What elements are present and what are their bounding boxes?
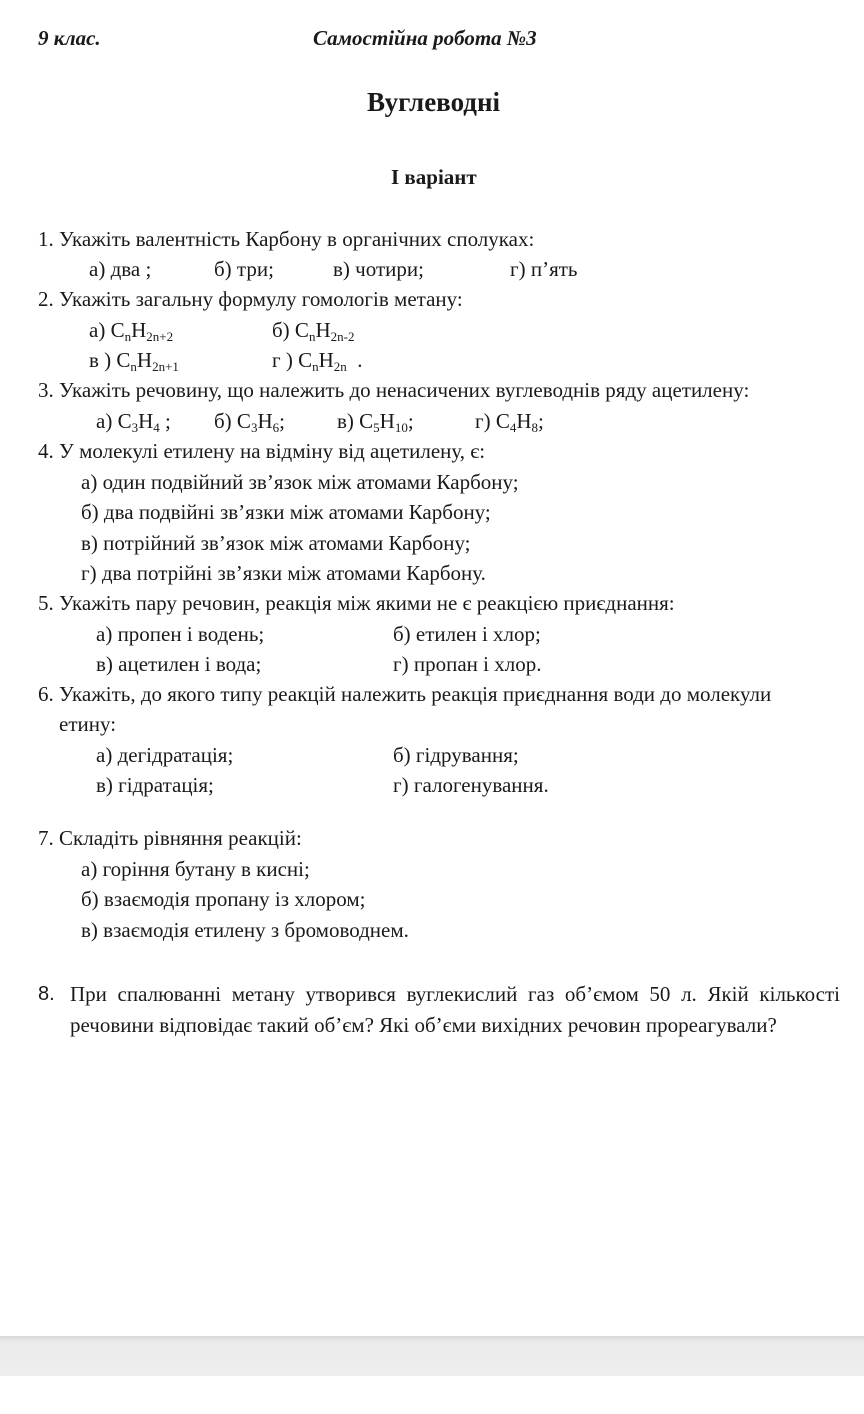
q6-option-b: б) гідрування; xyxy=(393,743,519,767)
q2-option-d: г ) $C_nH_{2n}$ . xyxy=(272,348,363,374)
q6-option-c: в) гідратація; xyxy=(96,773,214,797)
q3-option-d: г) $C_4H_8$; xyxy=(475,409,544,435)
q5-option-a: а) пропен і водень; xyxy=(96,622,265,646)
q5-option-c: в) ацетилен і вода; xyxy=(96,652,262,676)
question-5: 5. Укажіть пару речовин, реакція між якими не є реакцією приєднання: xyxy=(38,591,675,615)
question-6-continued: етину: xyxy=(59,712,117,736)
q2-option-c: в ) $C_nH_{2n+1}$ xyxy=(89,348,179,374)
question-8: При спалюванні метану утворився вуглекислий газ об’ємом 50 л. Якій кількості речовини відповідає такий об’єм? Які об’єми вихідних речовин прореагували? xyxy=(70,982,840,1037)
q5-option-d: г) пропан і хлор. xyxy=(393,652,542,676)
q1-option-a: а) два ; xyxy=(89,257,152,281)
q4-option-b: б) два подвійні зв’язки між атомами Карбону; xyxy=(81,500,491,524)
variant-label: І варіант xyxy=(391,165,477,189)
q4-option-d: г) два потрійні зв’язки між атомами Карбону. xyxy=(81,561,486,585)
next-page-edge xyxy=(0,1376,864,1414)
q4-option-a: а) один подвійний зв’язок між атомами Карбону; xyxy=(81,470,519,494)
q3-option-c: в) $C_5H_{10}$; xyxy=(337,409,414,435)
q7-option-a: а) горіння бутану в кисні; xyxy=(81,857,310,881)
q4-option-c: в) потрійний зв’язок між атомами Карбону; xyxy=(81,531,471,555)
q6-option-d: г) галогенування. xyxy=(393,773,549,797)
q7-option-b: б) взаємодія пропану із хлором; xyxy=(81,887,366,911)
page-title: Вуглеводні xyxy=(367,87,501,117)
question-4: 4. У молекулі етилену на відміну від ацетилену, є: xyxy=(38,439,486,463)
question-6: 6. Укажіть, до якого типу реакцій належить реакція приєднання води до молекули xyxy=(38,682,772,706)
q6-option-a: а) дегідратація; xyxy=(96,743,234,767)
q3-option-b: б) $C_3H_6$; xyxy=(214,409,285,435)
page-gap xyxy=(0,1336,864,1376)
q3-option-a: а) $C_3H_4$ ; xyxy=(96,409,171,435)
question-8-number: 8. xyxy=(38,983,55,1005)
q2-option-b: б) $C_nH_{2n-2}$ xyxy=(272,318,355,344)
grade-label: 9 клас. xyxy=(38,26,101,50)
q2-option-a: а) $C_nH_{2n+2}$ xyxy=(89,318,174,344)
q1-option-d: г) п’ять xyxy=(510,257,578,281)
work-title: Самостійна робота №3 xyxy=(313,26,537,50)
question-7: 7. Складіть рівняння реакцій: xyxy=(38,826,302,850)
q7-option-c: в) взаємодія етилену з бромоводнем. xyxy=(81,918,409,942)
question-2: 2. Укажіть загальну формулу гомологів метану: xyxy=(38,287,463,311)
question-3: 3. Укажіть речовину, що належить до ненасичених вуглеводнів ряду ацетилену: xyxy=(38,378,750,402)
question-1: 1. Укажіть валентність Карбону в органічних сполуках: xyxy=(38,227,535,251)
q5-option-b: б) етилен і хлор; xyxy=(393,622,541,646)
q1-option-b: б) три; xyxy=(214,257,274,281)
q1-option-c: в) чотири; xyxy=(333,257,424,281)
